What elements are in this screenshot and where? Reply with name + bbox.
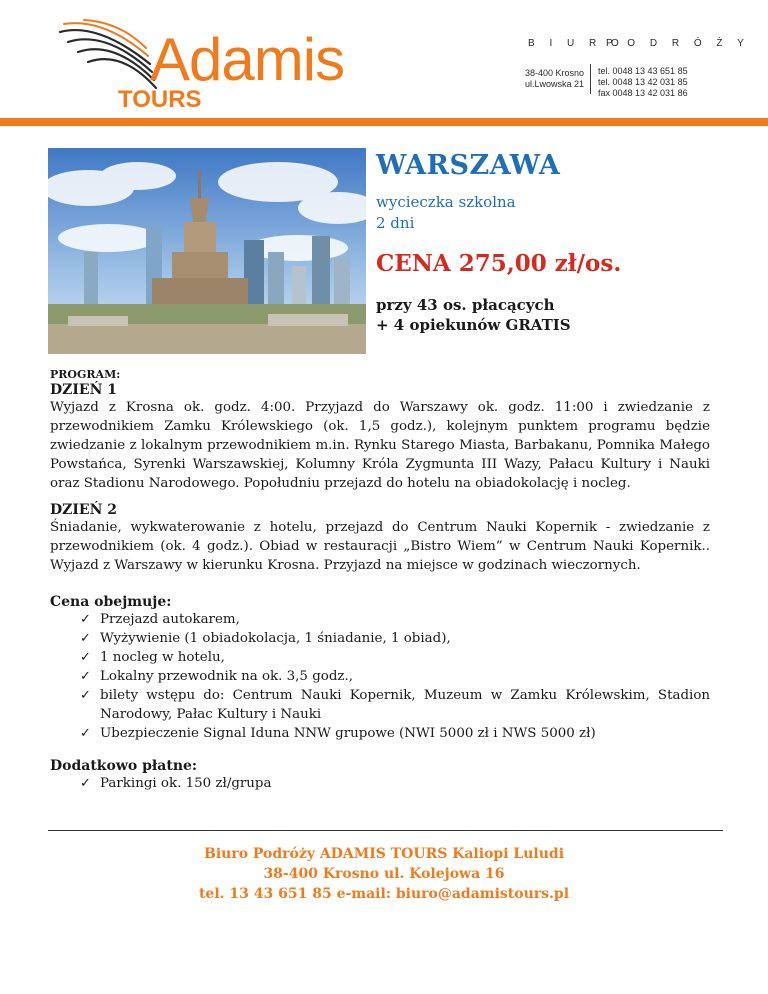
footer-contact: tel. 13 43 651 85 e-mail: biuro@adamistours.pl bbox=[198, 886, 570, 902]
list-item bbox=[50, 648, 710, 667]
contact-tel-2: tel. 0048 13 42 031 85 bbox=[598, 77, 688, 87]
contact-tel-1: tel. 0048 13 43 651 85 bbox=[598, 66, 688, 76]
trip-title: WARSZAWA bbox=[376, 150, 561, 181]
address-city: 38-400 Krosno bbox=[524, 68, 584, 78]
footer-address: 38-400 Krosno ul. Kolejowa 16 bbox=[263, 866, 505, 882]
header-accent-bar bbox=[0, 118, 768, 126]
list-item bbox=[50, 610, 710, 629]
check-icon: ✓ bbox=[80, 650, 91, 665]
footer-divider bbox=[48, 830, 723, 831]
price-includes-list bbox=[50, 610, 710, 743]
logo-subtitle: TOURS bbox=[118, 86, 202, 113]
program-label: PROGRAM: bbox=[50, 368, 121, 381]
agency-label-biuro: B I U R O bbox=[528, 38, 625, 49]
price-includes-section bbox=[50, 594, 710, 743]
price-includes-title: Cena obejmuje: bbox=[50, 594, 172, 610]
list-item-text: 1 nocleg w hotelu, bbox=[100, 650, 225, 665]
logo-wordmark: Adamis bbox=[150, 26, 345, 93]
check-icon: ✓ bbox=[80, 612, 91, 627]
list-item bbox=[50, 774, 710, 793]
header-divider bbox=[590, 64, 591, 94]
list-item bbox=[50, 667, 710, 686]
warsaw-skyline-photo bbox=[48, 148, 366, 354]
day-1-section bbox=[50, 382, 710, 493]
check-icon: ✓ bbox=[80, 726, 91, 741]
header-contact bbox=[598, 66, 688, 99]
check-icon: ✓ bbox=[80, 669, 91, 684]
day-2-title: DZIEŃ 2 bbox=[50, 502, 117, 518]
check-icon: ✓ bbox=[80, 776, 91, 791]
contact-fax: fax 0048 13 42 031 86 bbox=[598, 88, 688, 98]
extra-costs-list bbox=[50, 774, 710, 793]
day-1-description: Wyjazd z Krosna ok. godz. 4:00. Przyjazd do Warszawy ok. godz. 11:00 i zwiedzanie z przewodnikiem Zamku Królewskiego (ok. 1,5 godz.), kolejnym punktem programu będzie zwiedzanie z lokalnym przewodnikiem m.in. Rynku Starego Miasta, Barbakanu, Pomnika Małego Powstańca, Syrenki Warszawskiej, Kolumny Króla Zygmunta III Wazy, Pałacu Kultury i Nauki oraz Stadionu Narodowego. Popołudniu przejazd do hotelu na obiadokolację i nocleg. bbox=[50, 400, 710, 491]
list-item-text: Przejazd autokarem, bbox=[100, 612, 240, 627]
list-item bbox=[50, 724, 710, 743]
list-item-text: Parkingi ok. 150 zł/grupa bbox=[100, 776, 272, 791]
header-address bbox=[520, 68, 584, 90]
list-item bbox=[50, 686, 710, 724]
agency-label-podrozy: P O D R Ó Ż Y bbox=[606, 38, 750, 49]
list-item-text: Lokalny przewodnik na ok. 3,5 godz., bbox=[100, 669, 353, 684]
address-street: ul.Lwowska 21 bbox=[524, 79, 584, 89]
list-item-text: Wyżywienie (1 obiadokolacja, 1 śniadanie, 1 obiad), bbox=[100, 631, 451, 646]
day-2-section bbox=[50, 502, 710, 575]
footer-company: Biuro Podróży ADAMIS TOURS Kaliopi Luludi bbox=[203, 846, 565, 862]
check-icon: ✓ bbox=[80, 688, 91, 703]
list-item-text: Ubezpieczenie Signal Iduna NNW grupowe (NWI 5000 zł i NWS 5000 zł) bbox=[100, 726, 596, 741]
price-condition: przy 43 os. płacących bbox=[376, 296, 555, 314]
day-2-description: Śniadanie, wykwaterowanie z hotelu, przejazd do Centrum Nauki Kopernik - zwiedzanie z przewodnikiem (ok. 4 godz.). Obiad w restauracji „Bistro Wiem” w Centrum Nauki Kopernik.. Wyjazd z Warszawy w kierunku Krosna. Przyjazd na miejsce w godzinach wieczornych. bbox=[50, 520, 710, 573]
trip-price: CENA 275,00 zł/os. bbox=[376, 250, 622, 277]
extra-costs-section bbox=[50, 758, 710, 793]
trip-type: wycieczka szkolna bbox=[376, 193, 516, 211]
list-item bbox=[50, 629, 710, 648]
extra-costs-title: Dodatkowo płatne: bbox=[50, 758, 198, 774]
free-guardians-note: + 4 opiekunów GRATIS bbox=[376, 316, 571, 334]
list-item-text: bilety wstępu do: Centrum Nauki Kopernik, Muzeum w Zamku Królewskim, Stadion Narodowy, Pałac Kultury i Nauki bbox=[100, 688, 710, 722]
trip-duration: 2 dni bbox=[376, 214, 415, 232]
day-1-title: DZIEŃ 1 bbox=[50, 382, 117, 398]
check-icon: ✓ bbox=[80, 631, 91, 646]
